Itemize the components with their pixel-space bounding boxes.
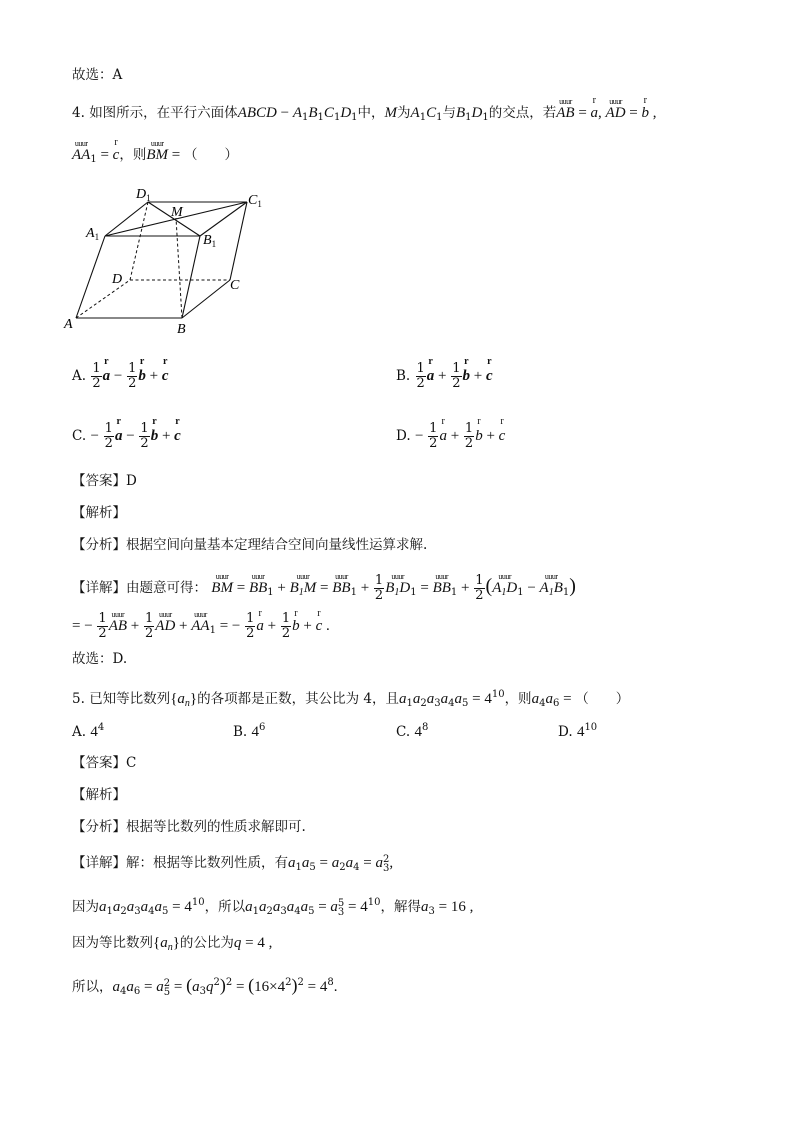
q4-detail-text: 由题意可得： — [126, 580, 207, 596]
parallelepiped-figure — [62, 180, 282, 340]
fig-label-A1: $A_1$ — [86, 226, 100, 242]
q5-option-b-label: B. — [233, 724, 248, 740]
q4-conclusion: 故选：D. — [72, 651, 128, 667]
q4-detail-line1: 【详解】由题意可得： uuur BM = uuur $BB_1$ + uuur $B_1M$ = uuur $BB_1$ + $\frac{1}{2}$ uuur $B_1D_1$ = uuur $BB_1$ + $\frac{1}{2}$ (uuur $A_1D_1$ − uuur $A_1B_1$) — [72, 574, 576, 603]
fig-label-C1: $C_1$ — [248, 193, 262, 209]
q5-answer-line — [72, 754, 136, 772]
q4-stem-text-d: 与 — [442, 105, 456, 121]
q4-option-a-label: A. — [72, 368, 87, 384]
q5-option-b-base: 4 — [251, 724, 260, 740]
q5-answer-value: C — [126, 755, 137, 771]
q4-stem-text-e: 的交点，若 — [488, 105, 557, 121]
q5-option-b-exp: 6 — [259, 722, 266, 733]
q4-analysis-tag: 【解析】 — [72, 505, 126, 521]
detail-tag: 【详解】 — [72, 855, 126, 871]
answer-tag: 【答案】 — [72, 473, 126, 489]
fig-label-C: C — [230, 278, 240, 293]
q5-option-c[interactable] — [396, 722, 428, 741]
q4-paren: （ ） — [183, 147, 238, 163]
q5-line2-text-b: ，所以 — [204, 899, 246, 915]
q4-stem-text-a: 如图所示，在平行六面体 — [89, 105, 238, 121]
q5-option-d[interactable] — [558, 722, 597, 741]
fig-label-B: B — [177, 322, 186, 337]
q5-line3-text-a: 因为等比数列 — [72, 935, 153, 951]
q5-fenxi-text: 根据等比数列的性质求解即可. — [126, 819, 306, 835]
q5-option-d-base: 4 — [576, 724, 585, 740]
q5-stem-text-a: 已知等比数列 — [89, 691, 171, 707]
q4-fenxi-line — [72, 536, 427, 554]
q5-option-c-label: C. — [396, 724, 411, 740]
q5-detail-line4: 所以，$a_4a_6 = a$ 2 5 = $(a_3q^2)^2 = (16\times 4^2)^2 = 4^8$. — [72, 975, 338, 998]
q4-option-a[interactable]: A. $\frac{1}{2}$ r a − $\frac{1}{2}$ r b + r c — [72, 362, 169, 391]
q5-line2-text-c: ，解得 — [380, 899, 421, 915]
q5-option-a-label: A. — [72, 724, 87, 740]
fig-label-D1: $D_1$ — [136, 187, 151, 203]
q5-detail-line3: 因为等比数列$\{a_n\}$的公比为q = 4 , — [72, 935, 273, 953]
q5-option-c-base: 4 — [414, 724, 422, 740]
prev-answer-line: 故选：A — [72, 67, 123, 83]
q4-stem-text-c: 为 — [397, 105, 411, 121]
detail-tag: 【详解】 — [72, 580, 126, 596]
q5-detail-text: 解：根据等比数列性质，有 — [126, 855, 288, 871]
q5-number: 5. — [72, 691, 85, 707]
q4-number: 4. — [72, 105, 85, 121]
q5-option-c-exp: 8 — [421, 722, 429, 733]
q4-fenxi-text: 根据空间向量基本定理结合空间向量线性运算求解. — [126, 537, 428, 553]
q5-detail-line2: 因为$a_1a_2a_3a_4a_5 = 4^{10}$，所以$a_1a_2a_3a_4a_5 = a$ 5 3 = $4^{10}$，解得$a_3 = 16$ , — [72, 897, 474, 918]
q5-option-d-exp: 10 — [584, 722, 598, 733]
fig-label-A: A — [64, 317, 73, 332]
q5-detail-line1: 【详解】解：根据等比数列性质，有$a_1a_5 = a_2a_4 = a$ 2 3 , — [72, 853, 394, 874]
q4-stem-line1: 4. 如图所示，在平行六面体ABCD − $A_1B_1C_1D_1$中，M为$A_1C_1$与$B_1D_1$的交点，若uuur AB = r a, uuur AD = r b , — [72, 104, 657, 127]
q5-line3-text-b: 的公比为 — [179, 935, 234, 951]
q5-analysis-tag: 【解析】 — [72, 787, 126, 803]
q4-option-c-label: C. — [72, 428, 87, 444]
q5-stem-text-b: 的各项都是正数，其公比为 4，且 — [197, 691, 399, 707]
q4-stem-line2: uuur $AA_1 = r$ c，则uuur BM = （ ） — [72, 146, 238, 169]
q4-stem-text-f: ，则 — [119, 147, 147, 163]
q5-option-b[interactable] — [233, 722, 265, 741]
q4-stem-text-b: 中， — [357, 105, 385, 121]
q5-stem-text-c: ，则 — [504, 691, 532, 707]
q4-option-d[interactable]: D. − $\frac{1}{2}$ r a + $\frac{1}{2}$ r b + r c — [396, 422, 505, 451]
fenxi-tag: 【分析】 — [72, 537, 126, 553]
q4-answer-line — [72, 472, 137, 490]
q4-detail-line2: = − $\frac{1}{2}$ uuur AB + $\frac{1}{2}$ uuur AD + uuur $AA_1$ = − $\frac{1}{2}$ r a + $\frac{1}{2}$ r b + r c . — [72, 612, 330, 641]
fenxi-tag: 【分析】 — [72, 819, 126, 835]
q5-line2-text-a: 因为 — [72, 899, 99, 915]
q4-option-d-label: D. — [396, 428, 411, 444]
q5-option-a-exp: 4 — [97, 722, 105, 733]
q5-stem: 5. 已知等比数列$\{a_n\}$的各项都是正数，其公比为 4，且$a_1a_2a_3a_4a_5 = 4^{10}$，则$a_4a_6$ = （ ） — [72, 689, 630, 709]
q5-option-a[interactable] — [72, 722, 104, 741]
q5-line4-text-a: 所以， — [72, 979, 113, 995]
fig-label-D: D — [112, 272, 123, 287]
q4-option-b-label: B. — [396, 368, 411, 384]
q5-fenxi-line — [72, 818, 306, 836]
fig-label-M: M — [171, 205, 183, 220]
answer-tag: 【答案】 — [72, 755, 126, 771]
q5-paren: （ ） — [575, 691, 630, 707]
q5-option-a-base: 4 — [90, 724, 98, 740]
q4-option-b[interactable]: B. $\frac{1}{2}$ r a + $\frac{1}{2}$ r b + r c — [396, 362, 493, 391]
fig-label-B1: $B_1$ — [203, 233, 217, 249]
q5-option-d-label: D. — [558, 724, 573, 740]
q4-answer-value: D — [126, 473, 137, 489]
q4-option-c[interactable]: C. − $\frac{1}{2}$ r a − $\frac{1}{2}$ r b + r c — [72, 422, 181, 451]
